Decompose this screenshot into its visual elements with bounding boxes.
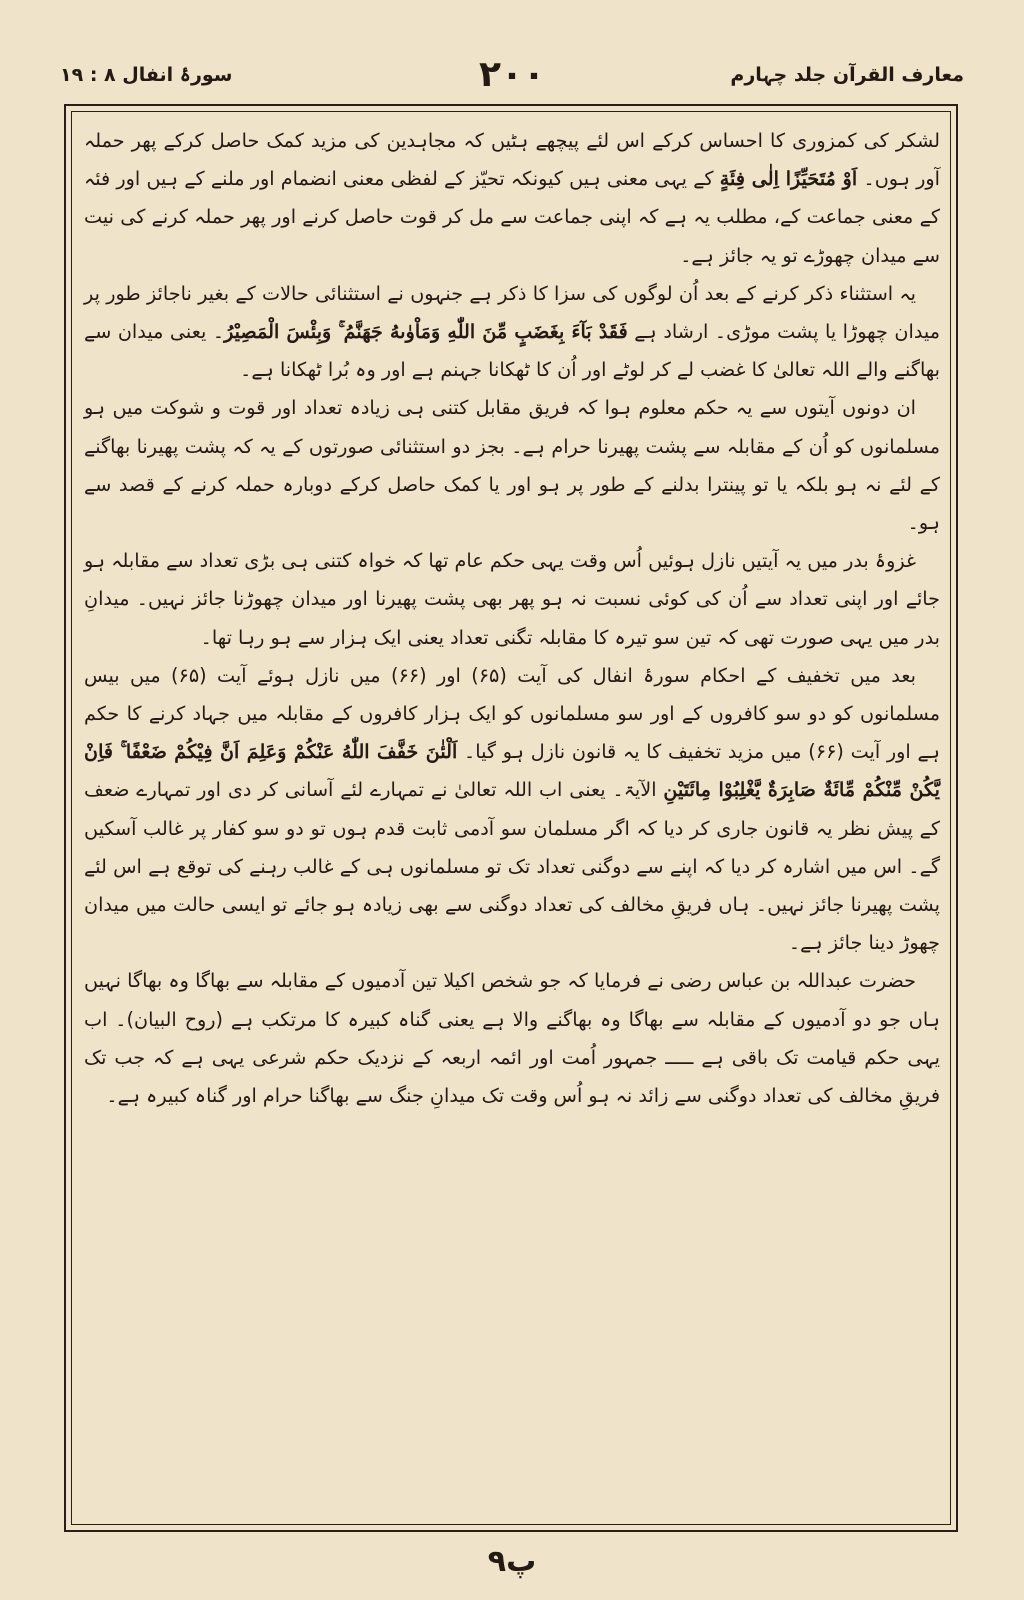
quranic-quote: اَوْ مُتَحَيِّزًا اِلٰى فِئَةٍ (719, 167, 858, 191)
paragraph-text: الآیۃ۔ یعنی اب اللہ تعالیٰ نے تمہارے لئے آسانی کر دی اور تمہارے ضعف کے پیش نظر یہ قانون جاری کر دیا کہ اگر مسلمان سو آدمی ثابت قدم ہوں تو دو سو کفار پر غالب آسکیں گے۔ اس میں اشارہ کر دیا کہ اپنے سے دوگنی تعداد تک تو مسلمانوں ہی کے غالب رہنے کی توقع ہے اس لئے پشت پھیرنا جائز نہیں۔ ہاں فریقِ مخالف کی تعداد دوگنی سے بھی زیادہ ہو جائے تو ایسی حالت میں میدان چھوڑ دینا جائز ہے۔ (84, 778, 940, 955)
paragraph-text: لشکر کی کمزوری کا احساس کرکے اس لئے پیچھے ہٹیں کہ مجاہدین کی مزید کمک حاصل کرکے پھر حملہ آور ہوں۔ (84, 129, 940, 191)
paragraph-text: یہ استثناء ذکر کرنے کے بعد اُن لوگوں کی سزا کا ذکر ہے جنہوں نے استثنائی حالات کے بغیر ناجائز طور پر میدان چھوڑا یا پشت موڑی۔ ارشاد ہے (84, 281, 940, 344)
surah-reference: سورۂ انفال ۸ : ۱۹ (60, 64, 233, 86)
quranic-quote: اَلْئٰنَ خَفَّفَ اللّٰهُ عَنْكُمْ وَعَلِمَ اَنَّ فِيْكُمْ ضَعْفًا ۚ فَاِنْ يَّكُنْ مِّنْكُمْ مِّائَةٌ صَابِرَةٌ يَّغْلِبُوْا مِائَتَيْنِ (84, 740, 940, 802)
paragraph-text: ان دونوں آیتوں سے یہ حکم معلوم ہوا کہ فریق مقابل کتنی ہی زیادہ تعداد اور قوت و شوکت میں ہو مسلمانوں کو اُن کے مقابلہ سے پشت پھیرنا حرام ہے۔ بجز دو استثنائی صورتوں کے یہ کہ پشت پھیرنا بھاگنے کے لئے نہ ہو بلکہ یا تو پینترا بدلنے کے طور پر ہو اور یا کمک حاصل کرکے دوبارہ حملہ کرنے کے قصد سے ہو۔ (84, 396, 940, 535)
paragraph (84, 389, 940, 542)
quranic-quote: فَقَدْ بَآءَ بِغَضَبٍ مِّنَ اللّٰهِ وَمَاْوٰىهُ جَهَنَّمُ ۚ وَبِئْسَ الْمَصِيْرُ (224, 320, 628, 344)
paragraph (84, 657, 940, 963)
paragraph-text: غزوۂ بدر میں یہ آیتیں نازل ہوئیں اُس وقت یہی حکم عام تھا کہ خواہ کتنی ہی بڑی تعداد سے مقابلہ ہو جائے اور اپنی تعداد سے اُن کی کوئی نسبت نہ ہو پھر بھی پشت پھیرنا اور میدان چھوڑنا جائز نہیں۔ میدانِ بدر میں یہی صورت تھی کہ تین سو تیرہ کا مقابلہ تگنی تعداد یعنی ایک ہزار سے ہو رہا تھا۔ (84, 549, 940, 649)
page-header (60, 54, 964, 98)
paragraph (84, 962, 940, 1115)
paragraph (84, 542, 940, 657)
paragraph (84, 275, 940, 390)
signature-mark: ۹پ (487, 1544, 537, 1579)
paragraph-text: ۔ یعنی میدان سے بھاگنے والے اللہ تعالیٰ کا غضب لے کر لوٹے اور اُن کا ٹھکانا جہنم ہے اور وہ بُرا ٹھکانا ہے۔ (84, 320, 940, 382)
page-number: ۲۰۰ (479, 54, 545, 95)
paragraph-text: حضرت عبداللہ بن عباس رضی نے فرمایا کہ جو شخص اکیلا تین آدمیوں کے مقابلہ سے بھاگا وہ بھاگا نہیں ہاں جو دو آدمیوں کے مقابلہ سے بھاگا وہ بھاگنے والا ہے یعنی گناہ کبیرہ کا مرتکب ہے (روح البیان)۔ اب یہی حکم قیامت تک باقی ہے ـــــ جمہور اُمت اور ائمہ اربعہ کے نزدیک حکم شرعی یہی ہے کہ جب تک فریقِ مخالف کی تعداد دوگنی سے زائد نہ ہو اُس وقت تک میدانِ جنگ سے بھاگنا حرام اور گناہ کبیرہ ہے۔ (84, 969, 940, 1108)
paragraph (84, 122, 940, 275)
paragraph-text: کے یہی معنی ہیں کیونکہ تحیّز کے لفظی معنی انضمام اور ملنے کے ہیں اور فئہ کے معنی جماعت کے، مطلب یہ ہے کہ اپنی جماعت سے مل کر قوت حاصل کرنے اور پھر حملہ کرنے کی نیت سے میدان چھوڑے تو یہ جائز ہے۔ (84, 167, 940, 267)
book-title: معارف القرآن جلد چہارم (730, 64, 964, 86)
body-text (84, 122, 940, 1512)
paragraph-text: بعد میں تخفیف کے احکام سورۂ انفال کی آیت (۶۵) اور (۶۶) میں نازل ہوئے آیت (۶۵) میں بیس مسلمانوں کو دو سو کافروں کے اور سو مسلمانوں کو ایک ہزار کافروں کے مقابلہ میں جہاد کرنے کا حکم ہے اور آیت (۶۶) میں مزید تخفیف کا یہ قانون نازل ہو گیا۔ (84, 663, 940, 764)
